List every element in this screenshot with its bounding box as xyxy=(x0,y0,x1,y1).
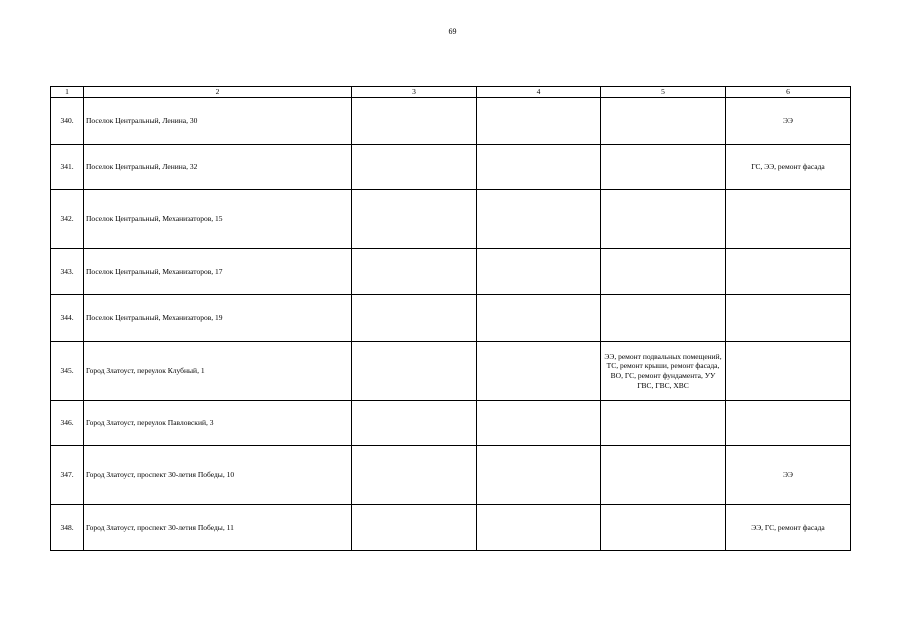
table-row xyxy=(51,145,851,190)
header-cell: 2 xyxy=(84,87,352,98)
col4-cell xyxy=(477,145,601,190)
works-extra-cell: ЭЭ xyxy=(726,98,851,145)
col3-cell xyxy=(352,249,477,295)
col3-cell xyxy=(352,295,477,342)
col3-cell xyxy=(352,342,477,401)
works-extra-cell: ГС, ЭЭ, ремонт фасада xyxy=(726,145,851,190)
row-number: 347. xyxy=(51,446,84,505)
col3-cell xyxy=(352,446,477,505)
works-cell: ЭЭ, ремонт подвальных помещений, ТС, ремонт крыши, ремонт фасада, ВО, ГС, ремонт фундамента, УУ ГВС, ГВС, ХВС xyxy=(601,342,726,401)
col4-cell xyxy=(477,401,601,446)
header-cell: 4 xyxy=(477,87,601,98)
works-cell xyxy=(601,190,726,249)
header-cell: 3 xyxy=(352,87,477,98)
table-row xyxy=(51,295,851,342)
table-row xyxy=(51,505,851,551)
address-cell: Поселок Центральный, Механизаторов, 17 xyxy=(84,249,352,295)
works-cell xyxy=(601,505,726,551)
works-cell xyxy=(601,98,726,145)
works-extra-cell xyxy=(726,342,851,401)
row-number: 344. xyxy=(51,295,84,342)
col4-cell xyxy=(477,342,601,401)
table-row xyxy=(51,249,851,295)
address-cell: Поселок Центральный, Ленина, 32 xyxy=(84,145,352,190)
row-number: 341. xyxy=(51,145,84,190)
address-cell: Город Златоуст, переулок Павловский, 3 xyxy=(84,401,352,446)
address-cell: Город Златоуст, проспект 30-летия Победы, 11 xyxy=(84,505,352,551)
col3-cell xyxy=(352,98,477,145)
works-cell xyxy=(601,145,726,190)
address-cell: Город Златоуст, проспект 30-летия Победы, 10 xyxy=(84,446,352,505)
col4-cell xyxy=(477,190,601,249)
address-cell: Город Златоуст, переулок Клубный, 1 xyxy=(84,342,352,401)
col4-cell xyxy=(477,295,601,342)
works-extra-cell xyxy=(726,401,851,446)
address-cell: Поселок Центральный, Механизаторов, 15 xyxy=(84,190,352,249)
col3-cell xyxy=(352,505,477,551)
works-cell xyxy=(601,249,726,295)
table-row xyxy=(51,342,851,401)
row-number: 343. xyxy=(51,249,84,295)
address-cell: Поселок Центральный, Ленина, 30 xyxy=(84,98,352,145)
table-row xyxy=(51,98,851,145)
works-cell xyxy=(601,401,726,446)
works-cell xyxy=(601,446,726,505)
header-cell: 1 xyxy=(51,87,84,98)
col4-cell xyxy=(477,249,601,295)
col3-cell xyxy=(352,401,477,446)
col4-cell xyxy=(477,98,601,145)
works-extra-cell: ЭЭ, ГС, ремонт фасада xyxy=(726,505,851,551)
works-extra-cell xyxy=(726,249,851,295)
page-number: 69 xyxy=(448,27,457,36)
address-cell: Поселок Центральный, Механизаторов, 19 xyxy=(84,295,352,342)
row-number: 346. xyxy=(51,401,84,446)
works-extra-cell: ЭЭ xyxy=(726,446,851,505)
table-row xyxy=(51,401,851,446)
col3-cell xyxy=(352,190,477,249)
header-cell: 6 xyxy=(726,87,851,98)
works-extra-cell xyxy=(726,190,851,249)
register-table xyxy=(50,86,851,551)
works-cell xyxy=(601,295,726,342)
row-number: 348. xyxy=(51,505,84,551)
header-cell: 5 xyxy=(601,87,726,98)
row-number: 340. xyxy=(51,98,84,145)
row-number: 342. xyxy=(51,190,84,249)
works-extra-cell xyxy=(726,295,851,342)
col4-cell xyxy=(477,446,601,505)
table-row xyxy=(51,446,851,505)
header-row xyxy=(51,87,851,98)
col4-cell xyxy=(477,505,601,551)
table-row xyxy=(51,190,851,249)
row-number: 345. xyxy=(51,342,84,401)
col3-cell xyxy=(352,145,477,190)
